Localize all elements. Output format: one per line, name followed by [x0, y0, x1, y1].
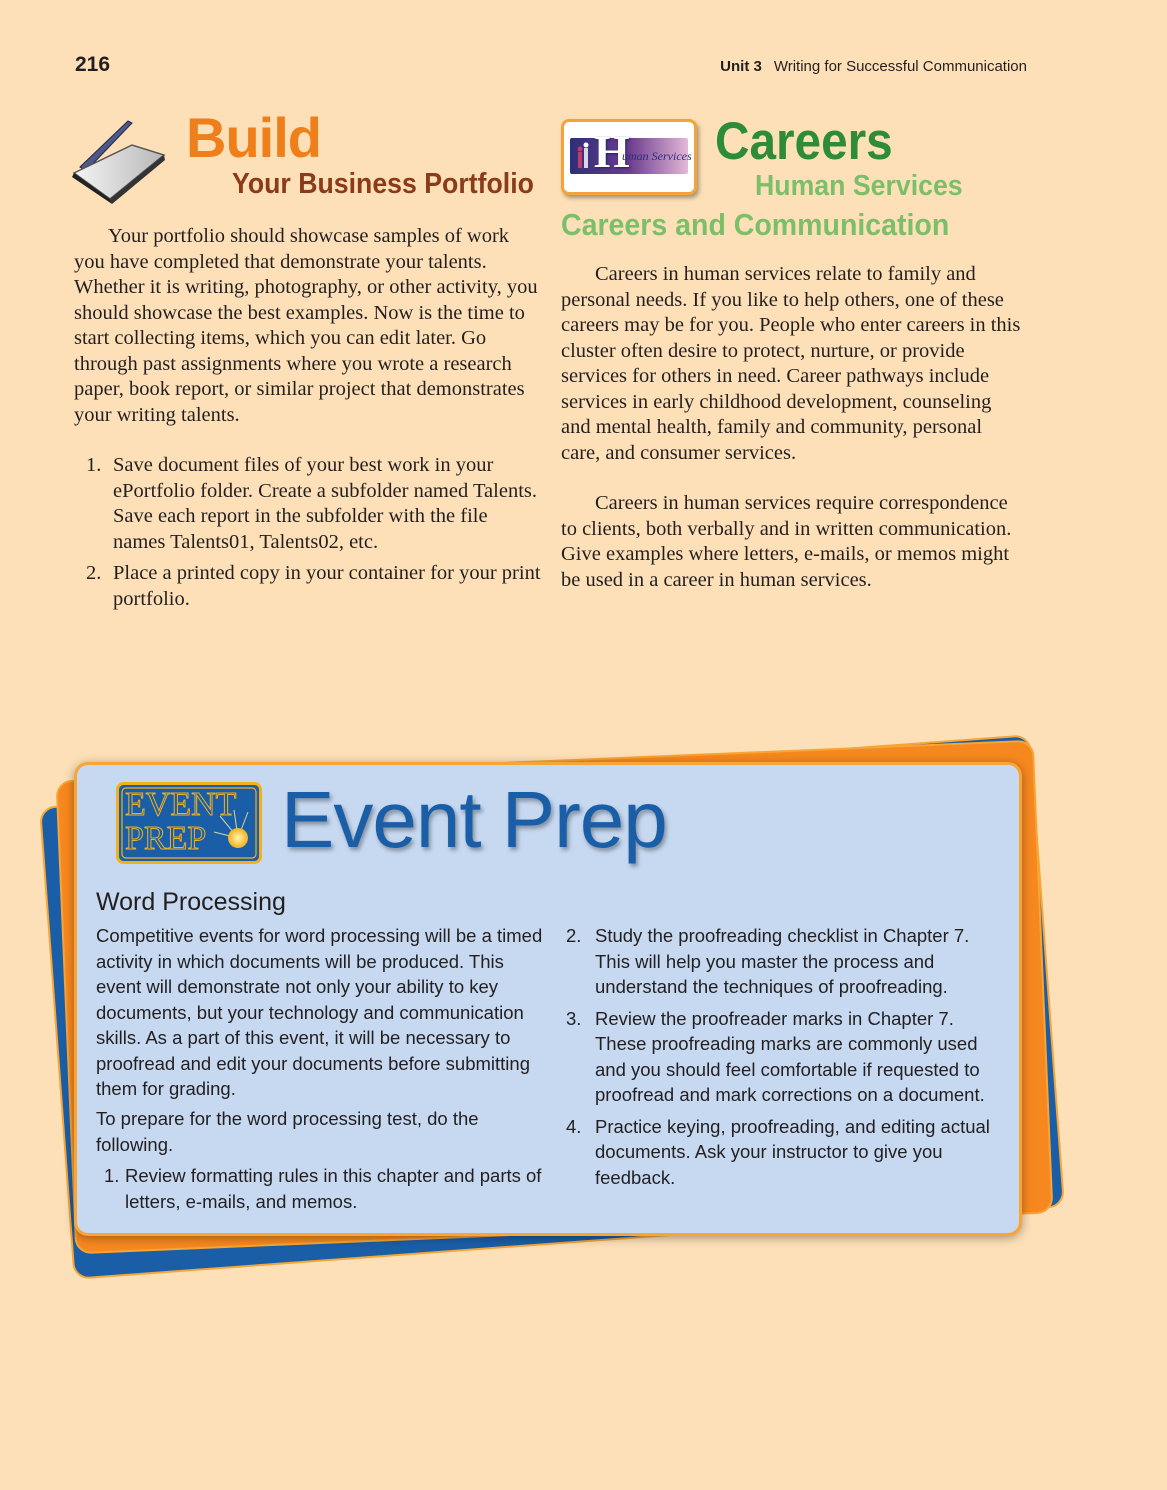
- careers-title: Careers: [715, 112, 893, 171]
- badge-line-2: PREP: [125, 820, 207, 857]
- list-item: [566, 1006, 1006, 1108]
- build-paragraph: Your portfolio should showcase samples of work you have completed that demonstrate your talents. Whether it is writing, photography, or other activity, you should showcase the best examples. Now is the time to start collecting items, which you can edit later. Go through past assignments where you wrote a research paper, book report, or similar project that demonstrates your writing talents.: [74, 225, 538, 426]
- list-item: [74, 561, 544, 612]
- careers-paragraph-2: Careers in human services require correspondence to clients, both verbally and in written communication. Give examples where letters, e-mails, or memos might be used in a career in human services.: [561, 492, 1012, 591]
- running-header: [720, 58, 1027, 75]
- list-text: Study the proofreading checklist in Chapter 7. This will help you master the process and understand the techniques of proofreading.: [595, 925, 970, 997]
- event-prep-badge: [116, 782, 262, 864]
- event-prep-steps-right: [566, 923, 1006, 1196]
- list-number: 4.: [566, 1115, 582, 1137]
- list-text: Review the proofreader marks in Chapter 7. These proofreading marks are commonly used and you should feel comfortable if requested to proofread and mark corrections on a document.: [595, 1007, 985, 1105]
- careers-heading: Careers and Communication: [561, 207, 950, 242]
- careers-paragraph-1: Careers in human services relate to family and personal needs. If you like to help others, one of these careers may be for you. People who enter careers in this cluster often desire to protect, nurture, or provide services for others in need. Career pathways include services in early childhood development, counseling and mental health, family and community, personal care, and consumer services.: [561, 263, 1021, 464]
- event-prep-heading: Word Processing: [96, 888, 286, 916]
- list-item: [74, 453, 544, 555]
- list-number: 1.: [86, 454, 102, 476]
- event-prep-paragraph-2: To prepare for the word processing test, do the following.: [96, 1108, 479, 1155]
- laptop-icon: [70, 115, 170, 205]
- logo-letter: H: [594, 126, 630, 177]
- badge-line-1: EVENT: [125, 786, 237, 823]
- list-item: [96, 1163, 546, 1214]
- page-number: 216: [75, 53, 111, 76]
- build-subtitle: Your Business Portfolio: [232, 168, 534, 200]
- list-number: 2.: [566, 925, 582, 946]
- list-number: 1.: [104, 1165, 120, 1186]
- list-text: Place a printed copy in your container for your print portfolio.: [113, 562, 541, 610]
- list-item: [566, 1114, 1006, 1191]
- build-title: Build: [186, 106, 321, 169]
- careers-subtitle: Human Services: [755, 170, 963, 202]
- event-prep-paragraph-1: Competitive events for word processing will be a timed activity in which documents will be produced. This event will demonstrate not only your ability to key documents, but your technology and communication skills. As a part of this event, it will be necessary to proofread and edit your documents before submitting them for grading.: [96, 925, 543, 1099]
- unit-label: Unit 3: [720, 58, 762, 75]
- list-text: Save document files of your best work in your ePortfolio folder. Create a subfolder named Talents. Save each report in the subfolder with the file names Talents01, Talents02, etc.: [113, 454, 538, 553]
- human-services-logo: [561, 119, 697, 195]
- list-item: [566, 923, 1006, 1000]
- list-text: Practice keying, proofreading, and editing actual documents. Ask your instructor to give you feedback.: [595, 1115, 990, 1188]
- list-text: Review formatting rules in this chapter and parts of letters, e-mails, and memos.: [125, 1165, 542, 1212]
- list-number: 2.: [86, 562, 102, 584]
- unit-title: Writing for Successful Communication: [773, 58, 1027, 75]
- list-number: 3.: [566, 1007, 582, 1029]
- event-prep-title: Event Prep: [281, 775, 667, 864]
- logo-text: uman Services: [622, 149, 692, 163]
- event-prep-steps-left: [96, 1163, 546, 1220]
- build-steps: [74, 453, 544, 618]
